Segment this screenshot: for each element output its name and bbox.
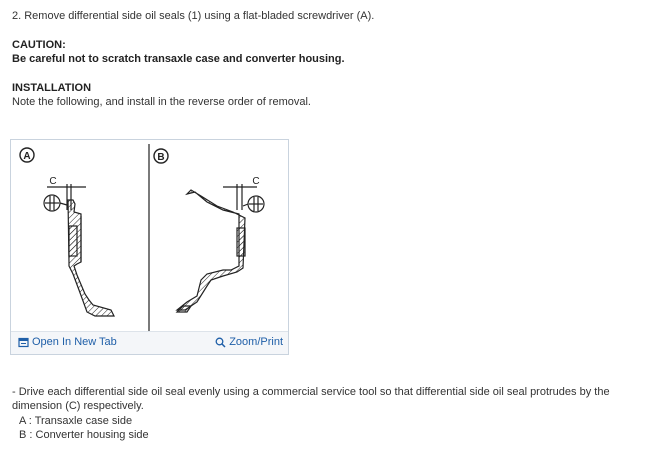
figure-panel [10, 139, 289, 355]
legend-a: A : Transaxle case side [19, 415, 133, 427]
installation-heading: INSTALLATION [12, 82, 92, 94]
caution-text: Be careful not to scratch transaxle case and converter housing. [12, 53, 345, 65]
zoom-print-link[interactable] [215, 336, 283, 348]
dimension-c-label-b: C [252, 176, 260, 187]
panel-b-diagram [154, 149, 264, 312]
open-in-new-tab-link[interactable] [18, 336, 117, 348]
caution-heading: CAUTION: [12, 39, 66, 51]
dimension-c-label-a: C [49, 176, 57, 187]
installation-text: Note the following, and install in the reverse order of removal. [12, 96, 311, 108]
zoom-icon [215, 337, 226, 348]
open-tab-icon [18, 337, 29, 348]
drive-seal-instruction: - Drive each differential side oil seal evenly using a commercial service tool so that differential side oil seal protrudes by the dimension (C) respectively. [12, 386, 610, 412]
figure-footer [11, 331, 288, 354]
panel-b-letter: B [157, 152, 165, 163]
open-in-new-tab-label: Open In New Tab [32, 336, 117, 348]
legend-b: B : Converter housing side [19, 429, 149, 441]
panel-a-letter: A [23, 151, 31, 162]
zoom-print-label: Zoom/Print [229, 336, 283, 348]
panel-a-diagram [20, 148, 114, 316]
seal-installation-diagram [11, 140, 288, 332]
step-2-text: 2. Remove differential side oil seals (1) using a flat-bladed screwdriver (A). [12, 10, 375, 22]
